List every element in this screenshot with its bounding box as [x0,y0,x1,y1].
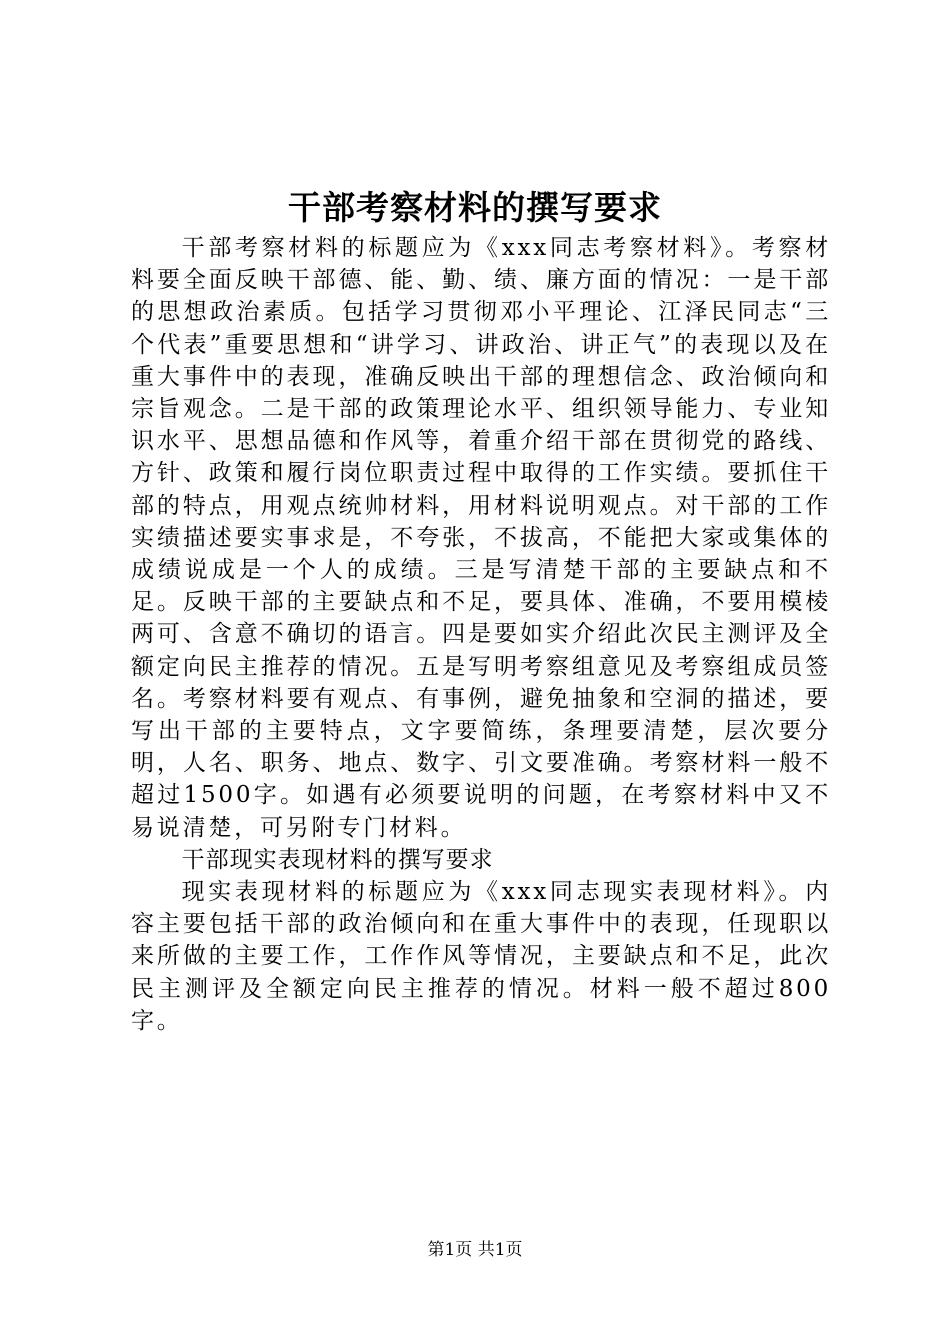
document-title: 干部考察材料的撰写要求 [288,188,662,227]
section-subheading: 干部现实表现材料的撰写要求 [181,846,494,873]
paragraph-assessment-material: 干部考察材料的标题应为《xxx同志考察材料》。考察材料要全面反映干部德、能、勤、绩、廉方面的情况：一是干部的思想政治素质。包括学习贯彻邓小平理论、江泽民同志“三个代表”重要思想和“讲学习、讲政治、讲正气”的表现以及在重大事件中的表现，准确反映出干部的理想信念、政治倾向和宗旨观念。二是干部的政策理论水平、组织领导能力、专业知识水平、思想品德和作风等，着重介绍干部在贯彻党的路线、方针、政策和履行岗位职责过程中取得的工作实绩。要抓住干部的特点，用观点统帅材料，用材料说明观点。对干部的工作实绩描述要实事求是，不夸张，不拔高，不能把大家或集体的成绩说成是一个人的成绩。三是写清楚干部的主要缺点和不足。反映干部的主要缺点和不足，要具体、准确，不要用模棱两可、含意不确切的语言。四是要如实介绍此次民主测评及全额定向民主推荐的情况。五是写明考察组意见及考察组成员签名。考察材料要有观点、有事例，避免抽象和空洞的描述，要写出干部的主要特点，文字要简练，条理要清楚，层次要分明，人名、职务、地点、数字、引文要准确。考察材料一般不超过1500字。如遇有必须要说明的问题，在考察材料中又不易说清楚，可另附专门材料。 [131,235,831,841]
page-number-footer: 第1页 共1页 [427,1240,523,1260]
paragraph-performance-material: 现实表现材料的标题应为《xxx同志现实表现材料》。内容主要包括干部的政治倾向和在重大事件中的表现，任现职以来所做的主要工作，工作作风等情况，主要缺点和不足，此次民主测评及全额定向民主推荐的情况。材料一般不超过800字。 [131,879,831,1034]
document-body [131,232,831,1037]
